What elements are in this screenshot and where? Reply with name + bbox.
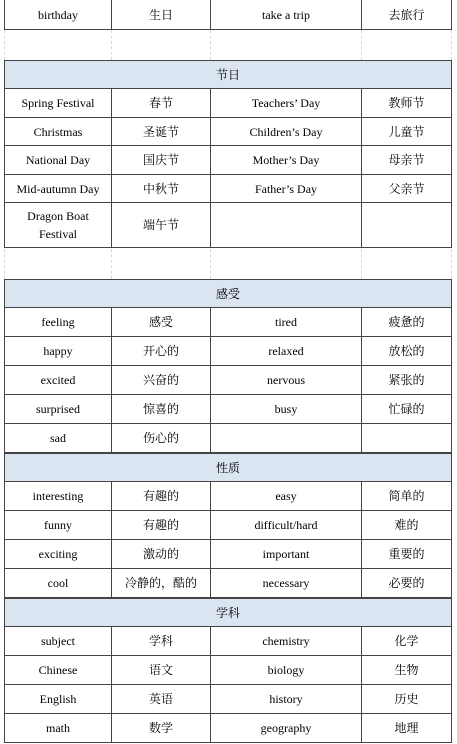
english-cell — [4, 395, 111, 424]
chinese-cell — [361, 146, 452, 175]
chinese-cell — [111, 656, 210, 685]
table-row — [4, 337, 452, 366]
english-word: funny — [44, 518, 72, 532]
english-cell — [4, 203, 111, 248]
spacer-row — [4, 30, 452, 60]
table-row — [4, 714, 452, 743]
chinese-word: 激动的 — [142, 547, 179, 561]
chinese-cell — [111, 714, 210, 743]
table-row — [4, 395, 452, 424]
english-word: interesting — [32, 489, 84, 503]
chinese-cell — [111, 366, 210, 395]
chinese-word: 重要的 — [388, 547, 425, 561]
english-word: take a trip — [262, 7, 310, 22]
chinese-cell — [111, 203, 210, 248]
chinese-word: 父亲节 — [388, 181, 425, 196]
chinese-word: 教师节 — [388, 96, 425, 110]
english-cell — [4, 656, 111, 685]
chinese-word: 圣诞节 — [142, 124, 179, 139]
table-row — [4, 540, 452, 569]
chinese-word: 数学 — [148, 721, 173, 735]
chinese-cell — [361, 337, 452, 366]
english-word: subject — [41, 634, 75, 648]
english-cell — [210, 685, 361, 714]
english-word: Dragon Boat Festival — [27, 209, 89, 241]
english-cell — [4, 308, 111, 337]
chinese-word: 生日 — [148, 7, 173, 22]
chinese-cell — [361, 0, 452, 30]
english-word: busy — [274, 402, 298, 416]
table-row — [4, 627, 452, 656]
spacer-row — [4, 249, 452, 279]
english-cell — [4, 569, 111, 598]
english-cell — [210, 656, 361, 685]
english-word: geography — [260, 721, 312, 735]
chinese-cell — [361, 569, 452, 598]
english-cell — [4, 118, 111, 146]
table-row — [4, 511, 452, 540]
english-word: excited — [40, 373, 76, 387]
english-word: happy — [43, 344, 73, 358]
chinese-cell — [361, 308, 452, 337]
chinese-cell — [111, 175, 210, 203]
chinese-cell — [111, 0, 210, 30]
table-row — [4, 175, 452, 203]
english-cell — [210, 714, 361, 743]
chinese-word: 必要的 — [388, 576, 425, 590]
chinese-word: 兴奋的 — [142, 373, 179, 387]
english-word: exciting — [38, 547, 78, 561]
table-row — [4, 656, 452, 685]
chinese-cell — [111, 424, 210, 453]
chinese-cell — [111, 337, 210, 366]
chinese-cell — [361, 714, 452, 743]
english-cell — [4, 482, 111, 511]
english-word: Mid-autumn Day — [16, 181, 100, 196]
table-row — [4, 569, 452, 598]
chinese-word: 有趣的 — [142, 489, 179, 503]
english-word: necessary — [262, 576, 310, 590]
chinese-word: 端午节 — [142, 218, 179, 232]
english-word: difficult/hard — [254, 518, 318, 532]
english-cell — [4, 0, 111, 30]
english-cell — [210, 511, 361, 540]
english-word: English — [39, 692, 77, 706]
chinese-cell — [361, 175, 452, 203]
chinese-cell — [361, 203, 452, 248]
chinese-cell — [361, 395, 452, 424]
english-word: relaxed — [268, 344, 304, 358]
chinese-word: 中秋节 — [142, 181, 179, 196]
chinese-word: 历史 — [394, 692, 419, 706]
english-cell — [4, 540, 111, 569]
chinese-word: 疲惫的 — [388, 315, 425, 329]
english-word: history — [269, 692, 303, 706]
english-cell — [4, 685, 111, 714]
english-word: biology — [267, 663, 305, 677]
section-header-qualities — [4, 453, 452, 482]
chinese-cell — [111, 146, 210, 175]
english-word: feeling — [41, 315, 75, 329]
english-cell — [4, 337, 111, 366]
english-cell — [210, 203, 361, 248]
chinese-cell — [111, 511, 210, 540]
chinese-cell — [111, 627, 210, 656]
english-cell — [210, 627, 361, 656]
chinese-cell — [111, 685, 210, 714]
english-word: nervous — [267, 373, 305, 387]
chinese-word: 感受 — [148, 315, 173, 329]
chinese-word: 地理 — [394, 721, 419, 735]
chinese-cell — [361, 366, 452, 395]
english-word: tired — [275, 315, 297, 329]
english-cell — [210, 569, 361, 598]
english-word: Children’s Day — [249, 124, 323, 139]
chinese-word: 儿童节 — [388, 124, 425, 139]
chinese-cell — [361, 482, 452, 511]
chinese-word: 学科 — [148, 634, 173, 648]
chinese-cell — [361, 656, 452, 685]
chinese-word: 放松的 — [388, 344, 425, 358]
english-cell — [210, 146, 361, 175]
english-cell — [210, 424, 361, 453]
english-cell — [210, 366, 361, 395]
english-word: birthday — [38, 7, 78, 22]
chinese-cell — [361, 118, 452, 146]
section-header-festivals — [4, 60, 452, 89]
table-row — [4, 89, 452, 118]
chinese-cell — [361, 511, 452, 540]
chinese-word: 春节 — [148, 96, 173, 110]
chinese-cell — [361, 627, 452, 656]
english-cell — [4, 366, 111, 395]
english-cell — [4, 424, 111, 453]
english-cell — [4, 714, 111, 743]
chinese-word: 紧张的 — [388, 373, 425, 387]
table-row — [4, 146, 452, 175]
table-row — [4, 685, 452, 714]
chinese-word: 简单的 — [388, 489, 425, 503]
chinese-word: 伤心的 — [142, 431, 179, 445]
table-row — [4, 203, 452, 248]
chinese-cell — [111, 118, 210, 146]
english-word: Teachers’ Day — [251, 96, 321, 110]
chinese-word: 惊喜的 — [142, 402, 179, 416]
english-word: easy — [275, 489, 297, 503]
english-word: surprised — [36, 402, 80, 416]
chinese-word: 难的 — [394, 518, 419, 532]
english-word: Chinese — [38, 663, 78, 677]
chinese-cell — [111, 395, 210, 424]
english-word: sad — [50, 431, 66, 445]
english-cell — [210, 482, 361, 511]
chinese-cell — [111, 540, 210, 569]
english-cell — [210, 395, 361, 424]
english-word: math — [46, 721, 70, 735]
section-header-subjects — [4, 598, 452, 627]
chinese-word: 有趣的 — [142, 518, 179, 532]
english-cell — [4, 89, 111, 118]
english-word: Mother’s Day — [252, 153, 320, 167]
chinese-word: 冷静的，酷的 — [124, 576, 197, 590]
section-title: 节日 — [4, 60, 452, 89]
table-row — [4, 366, 452, 395]
chinese-cell — [361, 89, 452, 118]
table-row — [4, 0, 452, 30]
chinese-word: 生物 — [394, 663, 419, 677]
chinese-word: 去旅行 — [388, 7, 425, 22]
english-word: chemistry — [262, 634, 310, 648]
table-row — [4, 482, 452, 511]
chinese-word: 语文 — [148, 663, 173, 677]
chinese-word: 英语 — [148, 692, 173, 706]
section-title: 学科 — [4, 598, 452, 627]
english-cell — [210, 308, 361, 337]
chinese-cell — [111, 482, 210, 511]
english-cell — [4, 175, 111, 203]
english-word: important — [262, 547, 310, 561]
chinese-cell — [361, 540, 452, 569]
chinese-cell — [111, 569, 210, 598]
english-cell — [210, 175, 361, 203]
chinese-cell — [111, 89, 210, 118]
section-title: 感受 — [4, 279, 452, 308]
english-cell — [4, 146, 111, 175]
section-header-feelings — [4, 279, 452, 308]
english-word: Christmas — [33, 124, 83, 139]
table-row — [4, 118, 452, 146]
english-cell — [210, 89, 361, 118]
chinese-word: 国庆节 — [142, 153, 179, 167]
chinese-cell — [111, 308, 210, 337]
english-cell — [210, 0, 361, 30]
chinese-word: 忙碌的 — [388, 402, 425, 416]
table-row — [4, 424, 452, 453]
chinese-word: 母亲节 — [388, 153, 425, 167]
english-word: Spring Festival — [21, 96, 95, 110]
english-word: National Day — [25, 153, 91, 167]
section-title: 性质 — [4, 453, 452, 482]
english-word: Father’s Day — [254, 181, 318, 196]
english-cell — [210, 118, 361, 146]
english-cell — [210, 540, 361, 569]
english-word: cool — [47, 576, 69, 590]
chinese-cell — [361, 685, 452, 714]
table-row — [4, 308, 452, 337]
english-cell — [210, 337, 361, 366]
english-cell — [4, 627, 111, 656]
english-cell — [4, 511, 111, 540]
chinese-word: 化学 — [394, 634, 419, 648]
chinese-word: 开心的 — [142, 344, 179, 358]
chinese-cell — [361, 424, 452, 453]
